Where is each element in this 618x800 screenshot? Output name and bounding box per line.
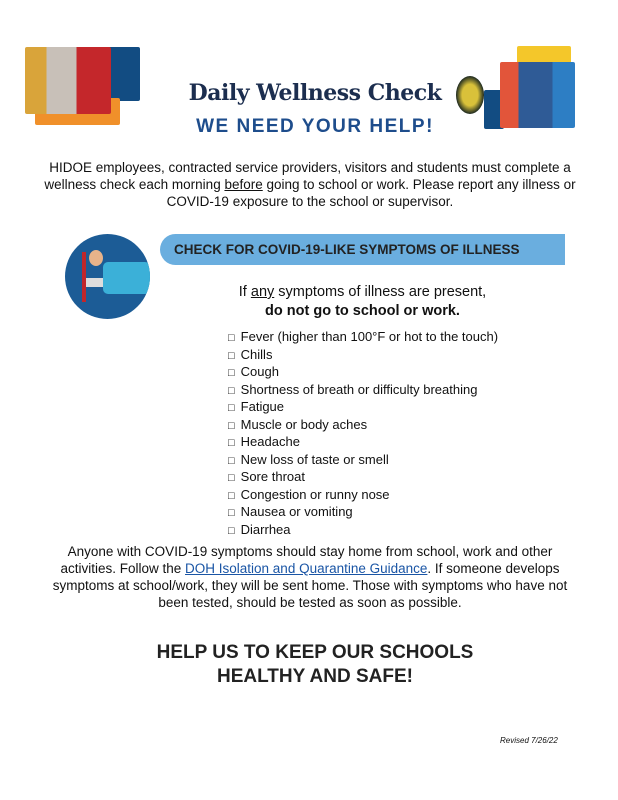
symptom-item[interactable]: □ Fever (higher than 100°F or hot to the touch)	[228, 329, 498, 347]
doh-guidance-link[interactable]: DOH Isolation and Quarantine Guidance	[185, 561, 428, 576]
symptom-item[interactable]: □ New loss of taste or smell	[228, 452, 498, 470]
closing-line-2: HEALTHY AND SAFE!	[217, 666, 413, 687]
symptom-item[interactable]: □ Shortness of breath or difficulty breathing	[228, 382, 498, 400]
warning-text	[160, 283, 565, 321]
students-photo-left	[25, 47, 111, 114]
warning-any: any	[250, 284, 275, 300]
symptom-item[interactable]: □ Fatigue	[228, 399, 498, 417]
warning-bold: do not go to school or work.	[265, 303, 460, 319]
guidance-paragraph	[50, 543, 570, 611]
page-title: Daily Wellness Check	[188, 80, 442, 106]
symptom-item[interactable]: □ Diarrhea	[228, 522, 498, 540]
intro-text-end: going to school or work. Please report any illness or COVID-19 exposure to the school or supervisor.	[166, 177, 576, 209]
intro-paragraph	[40, 159, 580, 210]
symptom-item[interactable]: □ Cough	[228, 364, 498, 382]
warning-pre: If	[238, 284, 251, 300]
symptom-checklist	[228, 329, 498, 539]
symptom-item[interactable]: □ Headache	[228, 434, 498, 452]
blue-accent-block-left	[108, 47, 140, 101]
closing-line-1: HELP US TO KEEP OUR SCHOOLS	[156, 642, 474, 663]
symptoms-banner: CHECK FOR COVID-19-LIKE SYMPTOMS OF ILLNESS	[160, 234, 565, 265]
guidance-text: Anyone with COVID-19 symptoms should stay home from school, work and other activities. Follow the	[60, 544, 553, 576]
guidance-text-end: . If someone develops symptoms at school/work, they will be sent home. Those with symptoms who have not been tested, should be tested as soon as possible.	[52, 561, 568, 610]
students-photo-right	[500, 62, 575, 128]
symptom-item[interactable]: □ Muscle or body aches	[228, 417, 498, 435]
warning-post: symptoms of illness are present,	[274, 284, 487, 300]
intro-emphasis: before	[224, 177, 263, 192]
symptom-item[interactable]: □ Chills	[228, 347, 498, 365]
symptom-item[interactable]: □ Congestion or runny nose	[228, 487, 498, 505]
symptom-item[interactable]: □ Nausea or vomiting	[228, 504, 498, 522]
page-subtitle: WE NEED YOUR HELP!	[196, 116, 434, 137]
symptom-item[interactable]: □ Sore throat	[228, 469, 498, 487]
closing-heading	[100, 641, 530, 689]
revision-date: Revised 7/26/22	[500, 736, 558, 745]
sick-in-bed-icon	[65, 234, 150, 319]
intro-text: HIDOE employees, contracted service providers, visitors and students must complete a wellness check each morning	[44, 160, 571, 192]
